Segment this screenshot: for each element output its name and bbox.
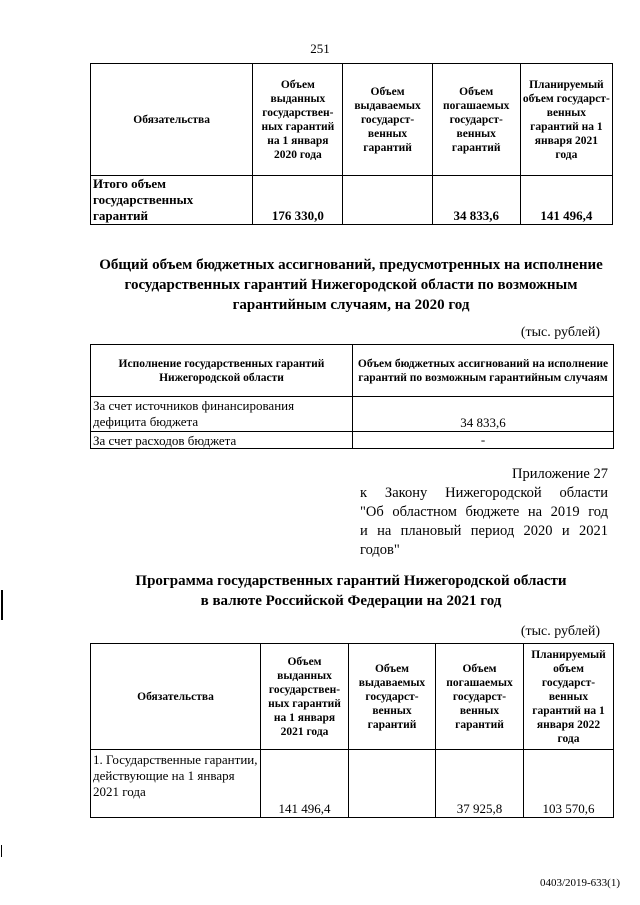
scan-mark <box>1 845 2 857</box>
units-label: (тыс. рублей) <box>520 624 600 639</box>
appendix-line: к Закону Нижегородской области <box>360 485 608 501</box>
column-header: Обязательства <box>91 644 261 750</box>
table-row <box>91 750 614 818</box>
section-title: в валюте Российской Федерации на 2021 год <box>200 593 502 609</box>
guarantees-2020-table <box>90 63 613 225</box>
guarantees-2021-table <box>90 643 614 818</box>
appendix-line: годов" <box>360 542 400 558</box>
page-number: 251 <box>310 41 330 56</box>
units-label: (тыс. рублей) <box>520 325 600 340</box>
column-header: Объем выданных государствен- ных гарантий на 1 января 2021 года <box>261 644 349 750</box>
column-header: Объем бюджетных ассигнований на исполнение гарантий по возможным гарантийным случаям <box>353 345 614 397</box>
table-cell: 34 833,6 <box>353 397 614 432</box>
table-cell: - <box>353 432 614 449</box>
section-title: Программа государственных гарантий Нижегородской области <box>135 573 567 589</box>
table-cell: 176 330,0 <box>253 176 343 225</box>
table-cell: 141 496,4 <box>520 176 612 225</box>
section-title: Общий объем бюджетных ассигнований, предусмотренных на исполнение государственных гарантий Нижегородской области по возможным гарантийным случаям, на 2020 год <box>99 257 603 313</box>
column-header: Объем выдаваемых государст- венных гарантий <box>349 644 436 750</box>
table-cell <box>343 176 432 225</box>
column-header: Обязательства <box>91 64 253 176</box>
column-header: Объем погашаемых государст- венных гарантий <box>436 644 524 750</box>
table-row <box>91 432 614 449</box>
column-header: Планируемый объем государст- венных гарантий на 1 января 2022 года <box>524 644 614 750</box>
row-label: За счет источников финансирования дефицита бюджета <box>91 397 353 432</box>
row-label: За счет расходов бюджета <box>91 432 353 449</box>
table-cell <box>349 750 436 818</box>
column-header: Объем выданных государствен- ных гарантий на 1 января 2020 года <box>253 64 343 176</box>
column-header: Планируемый объем государст- венных гарантий на 1 января 2021 года <box>520 64 612 176</box>
appendix-line: и на плановый период 2020 и 2021 <box>360 523 608 539</box>
appendix-line: "Об областном бюджете на 2019 год <box>360 504 608 520</box>
table-cell: 37 925,8 <box>436 750 524 818</box>
appendix-title: Приложение 27 <box>512 466 608 482</box>
row-label: Итого объем государственных гарантий <box>91 176 253 225</box>
document-code: 0403/2019-633(1) <box>539 877 620 889</box>
table-row <box>91 397 614 432</box>
table-row <box>91 176 613 225</box>
column-header: Исполнение государственных гарантий Нижегородской области <box>91 345 353 397</box>
scan-mark <box>1 590 3 620</box>
table-cell: 34 833,6 <box>432 176 520 225</box>
column-header: Объем выдаваемых государст- венных гарантий <box>343 64 432 176</box>
column-header: Объем погашаемых государст- венных гарантий <box>432 64 520 176</box>
table-cell: 103 570,6 <box>524 750 614 818</box>
row-label: 1. Государственные гарантии, действующие на 1 января 2021 года <box>91 750 261 818</box>
table-cell: 141 496,4 <box>261 750 349 818</box>
budget-allocations-table <box>90 344 614 449</box>
